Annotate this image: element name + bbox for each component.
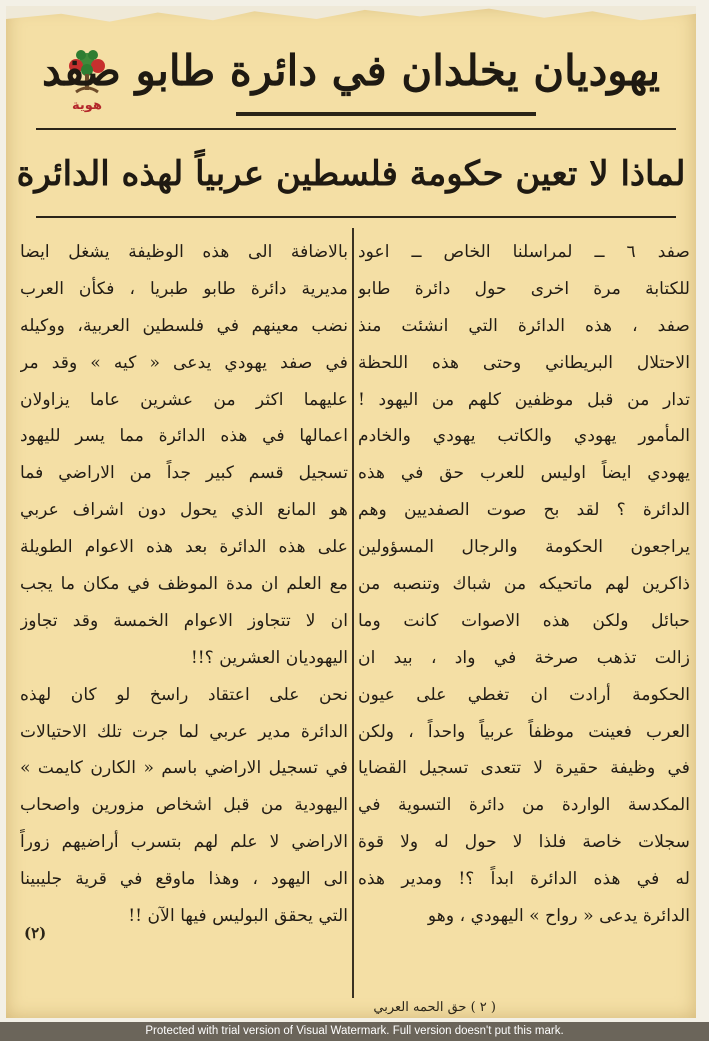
subheadline: لماذا لا تعين حكومة فلسطين عربياً لهذه الدائرة <box>16 154 686 194</box>
text-line: له في هذه الدائرة ابداً ؟! ومدير هذه <box>358 869 690 890</box>
text-line: اليهوديان العشرين ؟!! <box>190 647 348 668</box>
text-line: هو المانع الذي يحول دون اشراف عربي <box>20 500 348 521</box>
text-line: مع العلم ان مدة الموظف في مكان ما يجب <box>20 574 348 595</box>
page-marker: (٢) <box>24 924 47 942</box>
text-line: حبائل ولكن هذه الاصوات كانت وما <box>358 610 690 631</box>
text-line: ان لا تتجاوز الاعوام الخمسة وقد تجاوز <box>20 610 348 631</box>
text-line: الحكومة أرادت ان تغطي على عيون <box>358 684 690 705</box>
text-line: مديرية دائرة طابو طبريا ، فكأن العرب <box>20 278 348 299</box>
text-line: المأمور يهودي والكاتب يهودي والخادم <box>358 426 690 447</box>
text-line: الى اليهود ، وهذا ماوقع في قرية جليبينا <box>20 869 348 890</box>
text-line: الدائرة مدير عربي لما جرت تلك الاحتيالات <box>20 721 348 742</box>
subheadline-rule <box>36 216 676 218</box>
right-column <box>358 234 690 935</box>
left-column <box>20 234 348 935</box>
text-line: المكدسة الواردة من دائرة التسوية في <box>358 795 690 816</box>
text-line: في صفد يهودي يدعى « كيه » وقد مر <box>20 352 348 373</box>
text-line: سجلات خاصة فلذا لا حول له ولا قوة <box>358 832 690 853</box>
text-line: ذاكرين لهم ماتحيكه من شباك وتنصبه من <box>358 574 690 595</box>
text-line: التي يحقق البوليس فيها الآن !! <box>128 906 348 927</box>
text-line: يهودي ايضاً اوليس للعرب حق في هذه <box>358 463 690 484</box>
text-line: صفد ٦ ــ لمراسلنا الخاص ــ اعود <box>358 242 690 262</box>
text-line: في وظيفة حقيرة لا تتعدى تسجيل القضايا <box>358 758 690 779</box>
text-line: يراجعون الحكومة والرجال المسؤولين <box>358 537 690 558</box>
text-line: للكتابة مرة اخرى حول دائرة طابو <box>358 278 690 299</box>
text-line: تسجيل قسم كبير جداً من الاراضي فما <box>20 463 348 484</box>
text-line: الاراضي لا علم لهم بتسرب أراضيهم زوراً <box>20 832 348 853</box>
text-line: تدار من قبل موظفين كلهم من اليهود ! <box>358 389 690 410</box>
watermark-notice: Protected with trial version of Visual Watermark. Full version doesn't put this mark. <box>0 1022 709 1041</box>
text-line: الدائرة يدعى « رواح » اليهودي ، وهو <box>427 906 690 927</box>
headline: يهوديان يخلدان في دائرة طابو صفد <box>41 46 661 95</box>
text-line: اعمالها في هذه الدائرة مما يسر لليهود <box>20 426 348 447</box>
logo-text: هوية <box>72 98 102 113</box>
headline-rule-thin <box>36 128 676 130</box>
text-line: في تسجيل الاراضي باسم « الكارن كايمت » <box>20 758 348 779</box>
text-line: اليهودية من قبل اشخاص مزورين واصحاب <box>20 795 348 816</box>
text-line: عليهما اكثر من عشرين عاما يزاولان <box>20 389 348 410</box>
text-line: نضب معينهم في فلسطين العربية، ووكيله <box>20 315 348 336</box>
text-line: العرب فعينت موظفاً عربياً واحداً ، ولكن <box>358 721 690 742</box>
column-divider <box>352 228 354 998</box>
text-line: نحن على اعتقاد راسخ لو كان لهذه <box>20 684 348 705</box>
text-line: زالت تذهب صرخة في واد ، بيد ان <box>358 647 690 668</box>
footer-note: ( ٢ ) حق الحمه العربي <box>373 1000 496 1015</box>
text-line: الاحتلال البريطاني وحتى هذه اللحظة <box>358 352 690 373</box>
headline-rule <box>236 112 536 116</box>
text-line: بالاضافة الى هذه الوظيفة يشغل ايضا <box>20 242 348 262</box>
text-line: على هذه الدائرة بعد هذه الاعوام الطويلة <box>20 537 348 558</box>
text-line: صفد ، هذه الدائرة التي انشئت منذ <box>358 315 690 336</box>
newspaper-clipping <box>6 6 696 1018</box>
torn-edge <box>6 6 696 32</box>
text-line: الدائرة ؟ لقد بح صوت الصفديين وهم <box>358 500 690 521</box>
